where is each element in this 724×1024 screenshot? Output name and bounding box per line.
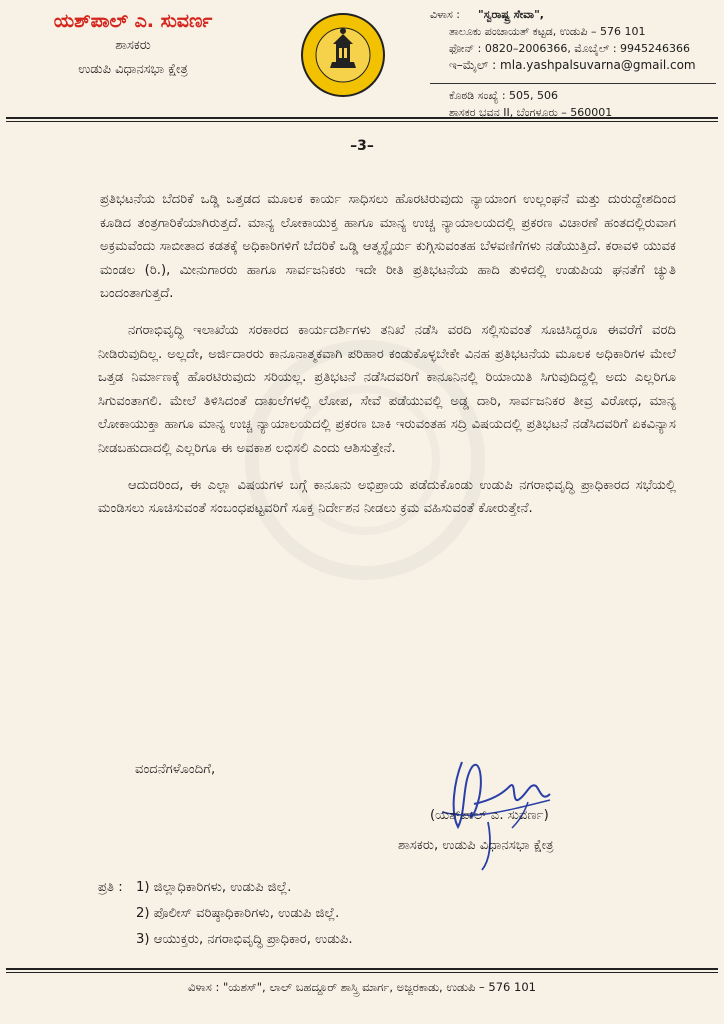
copies-list [98,875,353,953]
letterhead-address [430,6,715,74]
page-number: –3– [350,138,374,154]
letterhead-left [28,8,238,80]
letterhead-separator [430,83,716,84]
address-line1: "ಸ್ವರಾಷ್ಟ್ರ ಸೇವಾ", [478,8,544,21]
copies-label: ಪ್ರತಿ : [98,880,123,895]
copy-item-1: 1) ಜಿಲ್ಲಾಧಿಕಾರಿಗಳು, ಉಡುಪಿ ಜಿಲ್ಲೆ. [136,880,292,895]
room-line: ಕೊಠಡಿ ಸಂಖ್ಯೆ : 505, 506 [449,89,559,102]
footer-rule [6,968,718,973]
email-line: ಇ–ಮೈಲ್ : mla.yashpalsuvarna@gmail.com [449,58,696,72]
letterhead-name: ಯಶ್‌ಪಾಲ್ ಎ. ಸುವರ್ಣ [53,10,213,32]
address-label: ವಿಳಾಸ : [430,8,460,21]
body-paragraph-2: ನಗರಾಭಿವೃದ್ಧಿ ಇಲಾಖೆಯ ಸರಕಾರದ ಕಾರ್ಯದರ್ಶಿಗಳು ತನಿಖೆ ನಡೆಸಿ ವರದಿ ಸಲ್ಲಿಸುವಂತೆ ಸೂಚಿಸಿದ್ದರೂ ಈವರೆಗೆ ವರದಿ ನೀಡಿರುವುದಿಲ್ಲ. ಅಲ್ಲದೇ, ಅರ್ಜಿದಾರರು ಕಾನೂನಾತ್ಮಕವಾಗಿ ಪರಿಹಾರ ಕಂಡುಕೊಳ್ಳಬೇಕೇ ವಿನಹ ಪ್ರತಿಭಟನೆಯ ಮೂಲಕ ಅಧಿಕಾರಿಗಳ ಮೇಲೆ ಒತ್ತಡ ನಿರ್ಮಾಣಕ್ಕೆ ಹೊರಟಿರುವುದು ಸರಿಯಲ್ಲ. ಪ್ರತಿಭಟನೆ ನಡೆಸಿದವರಿಗೆ ಕಾನೂನಿನಲ್ಲಿ ರಿಯಾಯಿತಿ ಸಿಗುವುದಿದ್ದಲ್ಲಿ ಅದು ಎಲ್ಲರಿಗೂ ಸಿಗುವಂತಾಗಲಿ. ಮೇಲೆ ತಿಳಿಸಿದಂತೆ ದಾಖಲೆಗಳಲ್ಲಿ ಲೋಪ, ಸೇವೆ ಪಡೆಯುವಲ್ಲಿ ಅಡ್ಡ ದಾರಿ, ಸಾರ್ವಜನಿಕರ ತೀವ್ರ ವಿರೋಧ, ಮಾನ್ಯ ಲೋಕಾಯುಕ್ತಾ ಹಾಗೂ ಮಾನ್ಯ ಉಚ್ಚ ನ್ಯಾಯಾಲಯದಲ್ಲಿ ಪ್ರಕರಣ ಬಾಕಿ ಇರುವಂತಹ ಸದ್ರಿ ವಿಷಯದಲ್ಲಿ ಪ್ರತಿಭಟನೆ ನಡೆಸಿದವರಿಗೆ ಏಕವಿನ್ಯಾಸ ನೀಡಬಹುದಾದಲ್ಲಿ ಎಲ್ಲರಿಗೂ ಈ ಅವಕಾಶ ಲಭಿಸಲಿ ಎಂದು ಆಶಿಸುತ್ತೇನೆ. [98,322,676,456]
copy-item-2: 2) ಪೊಲೀಸ್ ವರಿಷ್ಠಾಧಿಕಾರಿಗಳು, ಉಡುಪಿ ಜಿಲ್ಲೆ. [136,906,340,921]
signatory-name: (ಯಶ್‌ಪಾಲ್ ಎ. ಸುವರ್ಣ) [430,808,549,823]
letterhead-role: ಶಾಸಕರು [115,38,151,53]
bhavan-line: ಶಾಸಕರ ಭವನ II, ಬೆಂಗಳೂರು – 560001 [449,106,613,119]
letterhead-constituency: ಉಡುಪಿ ವಿಧಾನಸಭಾ ಕ್ಷೇತ್ರ [78,62,188,77]
letterhead-bengaluru [449,87,612,121]
signatory-role: ಶಾಸಕರು, ಉಡುಪಿ ವಿಧಾನಸಭಾ ಕ್ಷೇತ್ರ [398,838,554,853]
header-rule [6,117,718,122]
footer-address: ವಿಳಾಸ : "ಯಶಸ್", ಲಾಲ್ ಬಹದ್ದೂರ್ ಶಾಸ್ತ್ರಿ ಮಾರ್ಗ, ಅಜ್ಜರಕಾಡು, ಉಡುಪಿ – 576 101 [188,980,536,994]
letter-body [98,188,676,534]
body-paragraph-1: ಪ್ರತಿಭಟನೆಯ ಬೆದರಿಕೆ ಒಡ್ಡಿ ಒತ್ತಡದ ಮೂಲಕ ಕಾರ್ಯ ಸಾಧಿಸಲು ಹೊರಟಿರುವುದು ನ್ಯಾಯಾಂಗ ಉಲ್ಲಂಘನೆ ಮತ್ತು ದುರುದ್ದೇಶದಿಂದ ಕೂಡಿದ ತಂತ್ರಗಾರಿಕೆಯಾಗಿರುತ್ತದೆ. ಮಾನ್ಯ ಲೋಕಾಯುಕ್ತ ಹಾಗೂ ಮಾನ್ಯ ಉಚ್ಚ ನ್ಯಾಯಾಲಯದಲ್ಲಿ ಪ್ರಕರಣ ವಿಚಾರಣೆ ಹಂತದಲ್ಲಿರುವಾಗ ಅಕ್ರಮವೆಂದು ಸಾಬೀತಾದ ಕಡತಕ್ಕೆ ಅಧಿಕಾರಿಗಳಿಗೆ ಬೆದರಿಕೆ ಒಡ್ಡಿ ಆತ್ಮಸ್ಥೈರ್ಯ ಕುಗ್ಗಿಸುವಂತಹ ಬೆಳವಣಿಗೆಗಳು ನಡೆಯುತ್ತಿದೆ. ಕರಾವಳಿ ಯುವಕ ಮಂಡಲ (ರಿ.), ಮೀನುಗಾರರು ಹಾಗೂ ಸಾರ್ವಜನಿಕರು ಇದೇ ರೀತಿ ಪ್ರತಿಭಟನೆಯ ಹಾದಿ ತುಳಿದಲ್ಲಿ ಉಡುಪಿಯ ಘನತೆಗೆ ಚ್ಯುತಿ ಬಂದಂತಾಗುತ್ತದೆ. [100,192,676,302]
copy-item-3: 3) ಆಯುಕ್ತರು, ನಗರಾಭಿವೃದ್ಧಿ ಪ್ರಾಧಿಕಾರ, ಉಡುಪಿ. [136,932,353,947]
legislature-emblem-icon [300,12,386,98]
address-line2: ತಾಲೂಕು ಪಂಚಾಯತ್ ಕಟ್ಟಡ, ಉಡುಪಿ – 576 101 [449,25,646,38]
phone-line: ಫೋನ್ : 0820–2006366, ಮೊಬೈಲ್ : 9945246366 [449,42,691,55]
greeting: ವಂದನೆಗಳೊಂದಿಗೆ, [135,762,216,777]
body-paragraph-3: ಆದುದರಿಂದ, ಈ ಎಲ್ಲಾ ವಿಷಯಗಳ ಬಗ್ಗೆ ಕಾನೂನು ಅಭಿಪ್ರಾಯ ಪಡೆದುಕೊಂಡು ಉಡುಪಿ ನಗರಾಭಿವೃದ್ಧಿ ಪ್ರಾಧಿಕಾರದ ಸಭೆಯಲ್ಲಿ ಮಂಡಿಸಲು ಸೂಚಿಸುವಂತೆ ಸಂಬಂಧಪಟ್ಟವರಿಗೆ ಸೂಕ್ತ ನಿರ್ದೇಶನ ನೀಡಲು ಕ್ರಮ ವಹಿಸುವಂತೆ ಕೋರುತ್ತೇನೆ. [98,477,676,517]
